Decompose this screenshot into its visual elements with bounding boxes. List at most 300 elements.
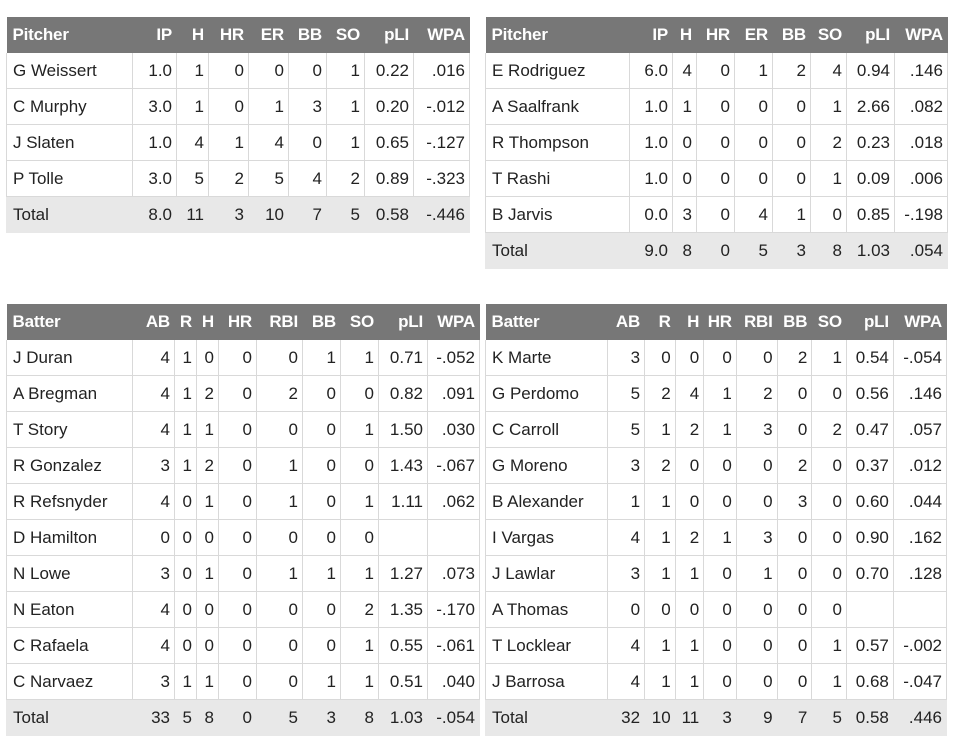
stat-cell: 1 bbox=[675, 664, 704, 700]
stat-cell: 2 bbox=[675, 412, 704, 448]
stat-cell: 0 bbox=[697, 233, 735, 269]
stat-cell: 1 bbox=[341, 484, 379, 520]
player-name-cell: A Bregman bbox=[7, 376, 133, 412]
stat-cell: 0.70 bbox=[846, 556, 893, 592]
column-header: BB bbox=[289, 17, 327, 53]
stat-cell: 0.82 bbox=[379, 376, 428, 412]
stat-cell: 0 bbox=[219, 412, 257, 448]
stat-cell: 0.89 bbox=[365, 161, 414, 197]
stat-cell: 0 bbox=[303, 484, 341, 520]
stat-cell: 5 bbox=[249, 161, 289, 197]
stat-cell: -.052 bbox=[428, 340, 480, 376]
table-row bbox=[7, 340, 480, 376]
stat-cell: 0 bbox=[704, 448, 737, 484]
stat-cell: 1 bbox=[812, 664, 847, 700]
stat-cell: 0 bbox=[704, 664, 737, 700]
player-name-cell: I Vargas bbox=[486, 520, 608, 556]
table-row bbox=[7, 664, 480, 700]
stat-cell: 0.09 bbox=[847, 161, 895, 197]
stat-cell: 1 bbox=[303, 664, 341, 700]
stat-cell: 3 bbox=[133, 556, 175, 592]
stat-cell: 1 bbox=[341, 340, 379, 376]
stat-cell: 0 bbox=[219, 448, 257, 484]
stat-cell: 0 bbox=[645, 340, 676, 376]
table-row bbox=[486, 556, 947, 592]
stat-cell: 0 bbox=[175, 556, 197, 592]
stat-cell: -.012 bbox=[414, 89, 470, 125]
player-name-cell: J Duran bbox=[7, 340, 133, 376]
stat-cell: 1 bbox=[735, 53, 773, 89]
table-row bbox=[7, 592, 480, 628]
stat-cell: 4 bbox=[249, 125, 289, 161]
stat-cell: 3 bbox=[209, 197, 249, 233]
player-name-cell: R Thompson bbox=[486, 125, 630, 161]
table-row bbox=[486, 664, 947, 700]
player-name-cell: P Tolle bbox=[7, 161, 133, 197]
stat-cell: 1.43 bbox=[379, 448, 428, 484]
stat-cell: 1 bbox=[675, 556, 704, 592]
stat-cell: 2 bbox=[777, 340, 812, 376]
stat-cell: 1 bbox=[327, 53, 365, 89]
header-row bbox=[486, 17, 948, 53]
stat-cell: 1.03 bbox=[847, 233, 895, 269]
stat-cell: .057 bbox=[893, 412, 946, 448]
header-row bbox=[7, 304, 480, 340]
stat-cell: 1.03 bbox=[379, 700, 428, 736]
stat-cell: 0 bbox=[704, 484, 737, 520]
stat-cell: -.054 bbox=[428, 700, 480, 736]
player-name-cell: D Hamilton bbox=[7, 520, 133, 556]
stat-cell: 1 bbox=[175, 664, 197, 700]
stat-cell: 10 bbox=[249, 197, 289, 233]
stat-cell: 0 bbox=[219, 664, 257, 700]
stat-cell: 0 bbox=[219, 628, 257, 664]
stat-cell bbox=[893, 592, 946, 628]
stat-cell: 0.68 bbox=[846, 664, 893, 700]
stat-cell: 3 bbox=[608, 448, 645, 484]
player-name-cell: Total bbox=[486, 233, 630, 269]
table-row bbox=[486, 89, 948, 125]
stat-cell: 0.58 bbox=[846, 700, 893, 736]
stat-cell: 0 bbox=[209, 89, 249, 125]
table-row bbox=[486, 520, 947, 556]
table-row bbox=[7, 412, 480, 448]
stat-cell: 0 bbox=[341, 376, 379, 412]
stat-cell: 4 bbox=[289, 161, 327, 197]
stat-cell: -.054 bbox=[893, 340, 946, 376]
stat-cell: 0 bbox=[289, 125, 327, 161]
table-row bbox=[7, 125, 470, 161]
stat-cell: 0 bbox=[175, 628, 197, 664]
stat-cell: 0 bbox=[257, 412, 303, 448]
header-row bbox=[486, 304, 947, 340]
stat-cell: 0.51 bbox=[379, 664, 428, 700]
player-name-cell: C Carroll bbox=[486, 412, 608, 448]
table-row bbox=[486, 53, 948, 89]
column-header: IP bbox=[630, 17, 673, 53]
stat-cell: 0 bbox=[219, 520, 257, 556]
column-header: Pitcher bbox=[486, 17, 630, 53]
stat-cell: 11 bbox=[177, 197, 209, 233]
player-name-cell: Total bbox=[486, 700, 608, 736]
column-header: BB bbox=[777, 304, 812, 340]
stat-cell: 1.0 bbox=[133, 53, 177, 89]
player-name-cell: C Narvaez bbox=[7, 664, 133, 700]
column-header: ER bbox=[249, 17, 289, 53]
column-header: pLI bbox=[365, 17, 414, 53]
stat-cell: 9.0 bbox=[630, 233, 673, 269]
stat-cell: 0 bbox=[697, 53, 735, 89]
column-header: pLI bbox=[846, 304, 893, 340]
stat-cell: 4 bbox=[675, 376, 704, 412]
stat-cell: 1 bbox=[645, 556, 676, 592]
stat-cell: 0 bbox=[219, 700, 257, 736]
table-row bbox=[486, 448, 947, 484]
stat-cell: 3 bbox=[608, 340, 645, 376]
stat-cell: 0 bbox=[736, 664, 777, 700]
stat-cell: 1 bbox=[704, 376, 737, 412]
stat-cell: 0 bbox=[175, 484, 197, 520]
player-name-cell: E Rodriguez bbox=[486, 53, 630, 89]
column-header: H bbox=[197, 304, 219, 340]
stat-cell: 0.55 bbox=[379, 628, 428, 664]
stat-cell: 5 bbox=[175, 700, 197, 736]
stat-cell: 1 bbox=[673, 89, 697, 125]
table-row bbox=[486, 592, 947, 628]
stat-cell: 8 bbox=[341, 700, 379, 736]
stat-cell: 3 bbox=[773, 233, 811, 269]
stat-cell: 3 bbox=[777, 484, 812, 520]
stat-cell: 1 bbox=[257, 448, 303, 484]
stat-cell: 0 bbox=[735, 89, 773, 125]
stat-cell: 0 bbox=[341, 520, 379, 556]
stat-cell: 3.0 bbox=[133, 89, 177, 125]
stat-cell: 4 bbox=[133, 376, 175, 412]
stat-cell bbox=[379, 520, 428, 556]
stat-cell: 0 bbox=[777, 628, 812, 664]
stat-cell: 0.57 bbox=[846, 628, 893, 664]
stat-cell: 0 bbox=[704, 628, 737, 664]
column-header: ER bbox=[735, 17, 773, 53]
column-header: pLI bbox=[847, 17, 895, 53]
table-row bbox=[7, 89, 470, 125]
column-header: AB bbox=[133, 304, 175, 340]
stat-cell: 1.0 bbox=[630, 125, 673, 161]
table-row bbox=[7, 448, 480, 484]
stat-cell: 0 bbox=[812, 484, 847, 520]
pitching-table-right bbox=[485, 17, 948, 269]
stat-cell: .040 bbox=[428, 664, 480, 700]
stat-cell: 1.0 bbox=[630, 161, 673, 197]
stat-cell: .446 bbox=[893, 700, 946, 736]
stat-cell: 4 bbox=[133, 412, 175, 448]
stat-cell: 0 bbox=[197, 340, 219, 376]
stat-cell: 0 bbox=[257, 628, 303, 664]
stat-cell: 3.0 bbox=[133, 161, 177, 197]
stat-cell: 0 bbox=[673, 125, 697, 161]
stat-cell: .146 bbox=[893, 376, 946, 412]
stat-cell: 8 bbox=[673, 233, 697, 269]
player-name-cell: T Story bbox=[7, 412, 133, 448]
stat-cell: 3 bbox=[673, 197, 697, 233]
column-header: Batter bbox=[7, 304, 133, 340]
stat-cell: 5 bbox=[812, 700, 847, 736]
stat-cell: 3 bbox=[704, 700, 737, 736]
stat-cell: .044 bbox=[893, 484, 946, 520]
stat-cell: 10 bbox=[645, 700, 676, 736]
stat-cell: 0 bbox=[777, 412, 812, 448]
stat-cell: 0 bbox=[812, 448, 847, 484]
stat-cell: 1.27 bbox=[379, 556, 428, 592]
stat-cell: 0.60 bbox=[846, 484, 893, 520]
stat-cell: 1 bbox=[177, 53, 209, 89]
stat-cell: 0 bbox=[219, 556, 257, 592]
stat-cell: 1 bbox=[645, 628, 676, 664]
stat-cell: 0 bbox=[303, 592, 341, 628]
stat-cell: 1 bbox=[704, 412, 737, 448]
stat-cell: 1 bbox=[175, 376, 197, 412]
stat-cell: 7 bbox=[777, 700, 812, 736]
stat-cell: 0 bbox=[675, 484, 704, 520]
stat-cell: 1 bbox=[175, 448, 197, 484]
stat-cell: 0 bbox=[777, 592, 812, 628]
stat-cell: 0 bbox=[645, 592, 676, 628]
stat-cell: 4 bbox=[133, 484, 175, 520]
player-name-cell: G Moreno bbox=[486, 448, 608, 484]
stat-cell: 0 bbox=[303, 628, 341, 664]
stat-cell: 1 bbox=[645, 484, 676, 520]
column-header: SO bbox=[341, 304, 379, 340]
stat-cell: 2 bbox=[209, 161, 249, 197]
stat-cell: 0.54 bbox=[846, 340, 893, 376]
stat-cell: 4 bbox=[608, 628, 645, 664]
table-row bbox=[7, 628, 480, 664]
stat-cell: 9 bbox=[736, 700, 777, 736]
table-row bbox=[486, 412, 947, 448]
stat-cell: 5 bbox=[177, 161, 209, 197]
column-header: R bbox=[175, 304, 197, 340]
stat-cell: 0 bbox=[257, 520, 303, 556]
stat-cell: 1 bbox=[608, 484, 645, 520]
stat-cell: 1 bbox=[341, 628, 379, 664]
total-row bbox=[7, 197, 470, 233]
player-name-cell: Total bbox=[7, 197, 133, 233]
column-header: HR bbox=[219, 304, 257, 340]
stat-cell: 3 bbox=[736, 520, 777, 556]
stat-cell: 4 bbox=[177, 125, 209, 161]
stat-cell: 2 bbox=[645, 376, 676, 412]
stat-cell: 1 bbox=[341, 556, 379, 592]
batting-table-left bbox=[6, 304, 480, 736]
stat-cell: 4 bbox=[673, 53, 697, 89]
stat-cell: 0 bbox=[303, 448, 341, 484]
stat-cell: 0 bbox=[197, 592, 219, 628]
stat-cell: .018 bbox=[895, 125, 948, 161]
table-row bbox=[7, 520, 480, 556]
stat-cell: 0.85 bbox=[847, 197, 895, 233]
stat-cell: .012 bbox=[893, 448, 946, 484]
batting-table-right bbox=[485, 304, 947, 736]
stat-cell: 1 bbox=[257, 484, 303, 520]
player-name-cell: B Alexander bbox=[486, 484, 608, 520]
table-row bbox=[486, 161, 948, 197]
stat-cell: 0.65 bbox=[365, 125, 414, 161]
stat-cell: 0.56 bbox=[846, 376, 893, 412]
stat-cell: 1 bbox=[327, 125, 365, 161]
stat-cell: .082 bbox=[895, 89, 948, 125]
player-name-cell: J Slaten bbox=[7, 125, 133, 161]
stat-cell: 1 bbox=[811, 161, 847, 197]
total-row bbox=[486, 233, 948, 269]
stat-cell: 1 bbox=[249, 89, 289, 125]
stat-cell: .091 bbox=[428, 376, 480, 412]
column-header: HR bbox=[704, 304, 737, 340]
stat-cell: 0 bbox=[289, 53, 327, 89]
stat-cell: 0 bbox=[773, 89, 811, 125]
stat-cell: -.047 bbox=[893, 664, 946, 700]
player-name-cell: G Perdomo bbox=[486, 376, 608, 412]
stat-cell: 5 bbox=[608, 376, 645, 412]
stat-cell: 1 bbox=[812, 628, 847, 664]
stat-cell: 0 bbox=[697, 89, 735, 125]
stat-cell: 1.0 bbox=[133, 125, 177, 161]
stat-cell: 5 bbox=[257, 700, 303, 736]
stat-cell: 0 bbox=[197, 628, 219, 664]
stat-cell: 4 bbox=[133, 340, 175, 376]
stat-cell: 1 bbox=[209, 125, 249, 161]
stat-cell: 3 bbox=[303, 700, 341, 736]
stat-cell: 1 bbox=[736, 556, 777, 592]
stat-cell: 0 bbox=[812, 556, 847, 592]
stat-cell: 1 bbox=[175, 412, 197, 448]
stat-cell: 1 bbox=[773, 197, 811, 233]
stat-cell: 6.0 bbox=[630, 53, 673, 89]
total-row bbox=[486, 700, 947, 736]
header-row bbox=[7, 17, 470, 53]
column-header: H bbox=[675, 304, 704, 340]
stat-cell: 0 bbox=[675, 592, 704, 628]
table-row bbox=[486, 197, 948, 233]
stat-cell: 0 bbox=[773, 161, 811, 197]
column-header: AB bbox=[608, 304, 645, 340]
table-row bbox=[486, 125, 948, 161]
pitching-table-left bbox=[6, 17, 470, 233]
stat-cell: .062 bbox=[428, 484, 480, 520]
column-header: WPA bbox=[428, 304, 480, 340]
column-header: BB bbox=[303, 304, 341, 340]
stat-cell: 8 bbox=[197, 700, 219, 736]
stat-cell: 0 bbox=[697, 125, 735, 161]
stat-cell: 0 bbox=[735, 161, 773, 197]
stat-cell: -.002 bbox=[893, 628, 946, 664]
column-header: WPA bbox=[414, 17, 470, 53]
stat-cell: 1 bbox=[704, 520, 737, 556]
column-header: WPA bbox=[893, 304, 946, 340]
stat-cell: 0 bbox=[697, 161, 735, 197]
stat-cell: 5 bbox=[608, 412, 645, 448]
stat-cell: 4 bbox=[735, 197, 773, 233]
player-name-cell: A Saalfrank bbox=[486, 89, 630, 125]
stat-cell: 1 bbox=[257, 556, 303, 592]
column-header: SO bbox=[811, 17, 847, 53]
stat-cell: 1 bbox=[303, 340, 341, 376]
stat-cell: 1 bbox=[197, 664, 219, 700]
stat-cell: 1 bbox=[341, 412, 379, 448]
stat-cell bbox=[428, 520, 480, 556]
stat-cell: 0 bbox=[257, 340, 303, 376]
stat-cell: 1 bbox=[197, 412, 219, 448]
stat-cell: 1 bbox=[645, 520, 676, 556]
stat-cell: 4 bbox=[608, 664, 645, 700]
stat-cell: 0 bbox=[257, 592, 303, 628]
stat-cell: 4 bbox=[133, 592, 175, 628]
stat-cell: -.170 bbox=[428, 592, 480, 628]
player-name-cell: G Weissert bbox=[7, 53, 133, 89]
stat-cell: 1 bbox=[341, 664, 379, 700]
player-name-cell: C Rafaela bbox=[7, 628, 133, 664]
player-name-cell: N Eaton bbox=[7, 592, 133, 628]
column-header: Pitcher bbox=[7, 17, 133, 53]
player-name-cell: R Gonzalez bbox=[7, 448, 133, 484]
player-name-cell: C Murphy bbox=[7, 89, 133, 125]
stat-cell: 8.0 bbox=[133, 197, 177, 233]
player-name-cell: J Barrosa bbox=[486, 664, 608, 700]
stat-cell: 0 bbox=[704, 592, 737, 628]
stat-cell: 0.47 bbox=[846, 412, 893, 448]
stat-cell: 8 bbox=[811, 233, 847, 269]
stat-cell: 1.11 bbox=[379, 484, 428, 520]
stat-cell: 0 bbox=[209, 53, 249, 89]
stat-cell: -.446 bbox=[414, 197, 470, 233]
stat-cell: 0 bbox=[341, 448, 379, 484]
player-name-cell: T Rashi bbox=[486, 161, 630, 197]
player-name-cell: J Lawlar bbox=[486, 556, 608, 592]
stat-cell: 2 bbox=[257, 376, 303, 412]
stat-cell: 1 bbox=[197, 484, 219, 520]
stat-cell: 0 bbox=[675, 448, 704, 484]
column-header: RBI bbox=[736, 304, 777, 340]
stat-cell: 0.0 bbox=[630, 197, 673, 233]
stat-cell: 1 bbox=[811, 89, 847, 125]
stat-cell: 3 bbox=[133, 664, 175, 700]
table-row bbox=[486, 628, 947, 664]
player-name-cell: T Locklear bbox=[486, 628, 608, 664]
stat-cell: 2 bbox=[736, 376, 777, 412]
stat-cell: .006 bbox=[895, 161, 948, 197]
stat-cell: 2 bbox=[327, 161, 365, 197]
stat-cell: 2 bbox=[197, 448, 219, 484]
stat-cell: 32 bbox=[608, 700, 645, 736]
stat-cell: 2 bbox=[341, 592, 379, 628]
player-name-cell: B Jarvis bbox=[486, 197, 630, 233]
stat-cell: 0 bbox=[219, 592, 257, 628]
stat-cell: 1 bbox=[175, 340, 197, 376]
stat-cell: 0 bbox=[811, 197, 847, 233]
stat-cell: 0.20 bbox=[365, 89, 414, 125]
column-header: R bbox=[645, 304, 676, 340]
stat-cell: .162 bbox=[893, 520, 946, 556]
stat-cell: 3 bbox=[608, 556, 645, 592]
stat-cell: .128 bbox=[893, 556, 946, 592]
table-row bbox=[7, 53, 470, 89]
stat-cell: 0.94 bbox=[847, 53, 895, 89]
stat-cell: 1.35 bbox=[379, 592, 428, 628]
stat-cell: 0 bbox=[777, 664, 812, 700]
stat-cell: 5 bbox=[327, 197, 365, 233]
stat-cell: 3 bbox=[736, 412, 777, 448]
stat-cell: .073 bbox=[428, 556, 480, 592]
stat-cell: 0 bbox=[697, 197, 735, 233]
